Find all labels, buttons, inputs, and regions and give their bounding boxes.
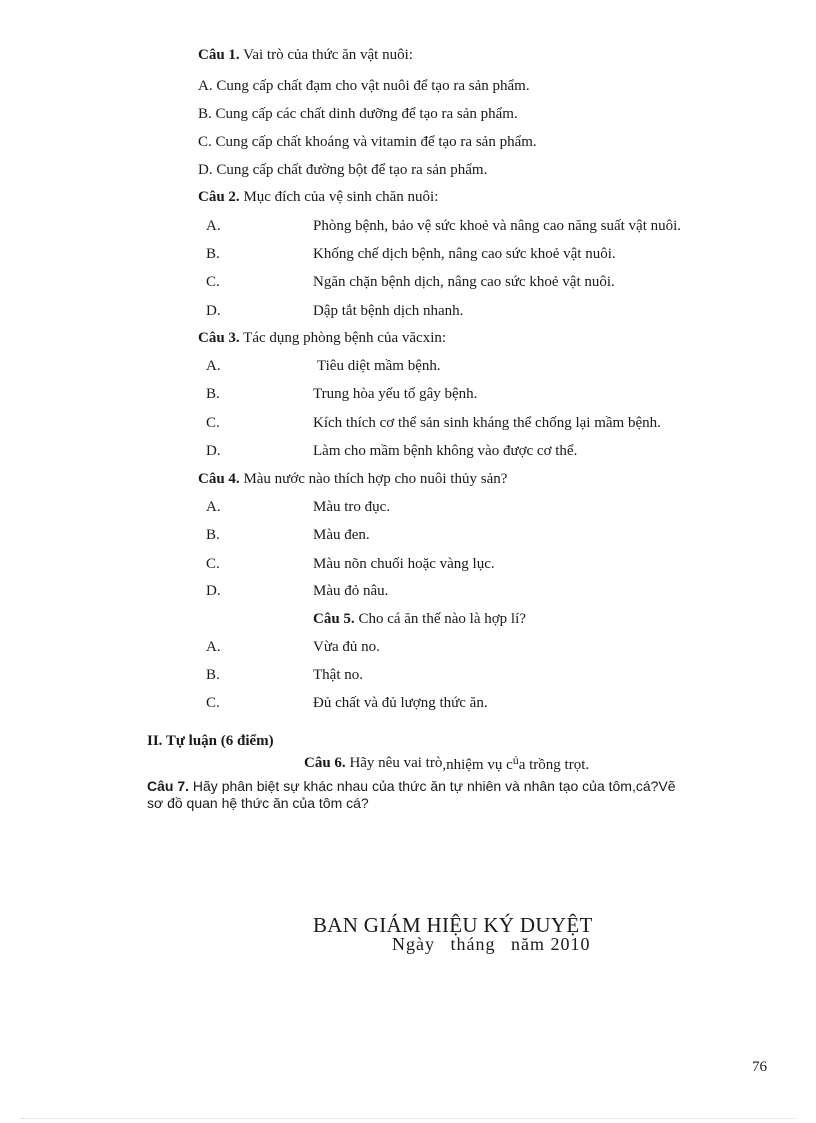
q5-option-a-letter: A. [206, 639, 221, 655]
q4-option-b-text: Màu đen. [313, 527, 370, 543]
q2-option-c-text: Ngăn chặn bệnh dịch, nâng cao sức khoẻ vật nuôi. [313, 274, 615, 290]
page-number: 76 [752, 1059, 767, 1075]
question-1-number: Câu 1. [198, 47, 240, 63]
question-6-number: Câu 6. [304, 755, 346, 771]
q2-option-a-text: Phòng bệnh, bảo vệ sức khoẻ và nâng cao năng suất vật nuôi. [313, 218, 682, 234]
question-1-text: Vai trò của thức ăn vật nuôi: [243, 47, 413, 63]
approval-date [392, 934, 601, 955]
question-6 [304, 754, 589, 772]
question-6-text-a: Hãy nêu vai trò [349, 755, 443, 771]
question-2 [198, 188, 438, 206]
question-4-number: Câu 4. [198, 471, 240, 487]
question-2-number: Câu 2. [198, 189, 240, 205]
question-7-line-2: sơ đồ quan hệ thức ăn của tôm cá? [147, 795, 369, 811]
q2-option-d-text: Dập tắt bệnh dịch nhanh. [313, 303, 464, 319]
question-7-text-line-1: Hãy phân biệt sự khác nhau của thức ăn tự nhiên và nhân tạo của tôm,cá?Vẽ [192, 778, 676, 794]
question-3-number: Câu 3. [198, 330, 240, 346]
q2-option-b-text: Khống chế dịch bệnh, nâng cao sức khoẻ vật nuôi. [313, 246, 616, 262]
q1-option-a: A. Cung cấp chất đạm cho vật nuôi để tạo ra sản phẩm. [198, 78, 530, 94]
question-3-text: Tác dụng phòng bệnh của văcxin: [243, 330, 447, 346]
q4-option-b-letter: B. [206, 527, 220, 543]
q3-option-a-text: Tiêu diệt mầm bệnh. [317, 358, 441, 374]
q4-option-c-letter: C. [206, 556, 220, 572]
question-3 [198, 329, 446, 347]
q4-option-a-text: Màu tro đục. [313, 499, 391, 515]
question-6-text-c: ủ [512, 753, 519, 767]
bottom-divider [20, 1118, 796, 1119]
q1-option-d: D. Cung cấp chất đường bột để tạo ra sản phẩm. [198, 162, 488, 178]
section-2-title: II. Tự luận (6 điểm) [147, 733, 274, 749]
q4-option-c-text: Màu nõn chuối hoặc vàng lục. [313, 556, 495, 572]
q2-option-d-letter: D. [206, 303, 221, 319]
approval-date-month: tháng [450, 934, 496, 954]
question-5-number: Câu 5. [313, 611, 355, 627]
q3-option-b-text: Trung hòa yếu tố gây bệnh. [313, 386, 478, 402]
q3-option-b-letter: B. [206, 386, 220, 402]
q4-option-d-letter: D. [206, 583, 221, 599]
question-5-text: Cho cá ăn thế nào là hợp lí? [358, 611, 526, 627]
q4-option-d-text: Màu đỏ nâu. [313, 583, 389, 599]
q1-option-b: B. Cung cấp các chất dinh dưỡng để tạo ra sản phẩm. [198, 106, 518, 122]
question-4-text: Màu nước nào thích hợp cho nuôi thủy sản? [243, 471, 508, 487]
q1-option-c: C. Cung cấp chất khoáng và vitamin để tạo ra sản phẩm. [198, 134, 537, 150]
q5-option-b-text: Thật no. [313, 667, 363, 683]
q3-option-a-letter: A. [206, 358, 221, 374]
q5-option-b-letter: B. [206, 667, 220, 683]
q2-option-b-letter: B. [206, 246, 220, 262]
approval-date-day: Ngày [392, 934, 435, 954]
question-6-text-d: a trồng trọt. [518, 757, 590, 773]
question-7-number: Câu 7. [147, 778, 190, 794]
q3-option-d-text: Làm cho mầm bệnh không vào được cơ thể. [313, 443, 578, 459]
q5-option-a-text: Vừa đủ no. [313, 639, 380, 655]
question-2-text: Mục đích của vệ sinh chăn nuôi: [243, 189, 439, 205]
q2-option-c-letter: C. [206, 274, 220, 290]
q3-option-c-letter: C. [206, 415, 220, 431]
q3-option-d-letter: D. [206, 443, 221, 459]
q5-option-c-letter: C. [206, 695, 220, 711]
approval-date-year: năm 2010 [511, 934, 591, 954]
q2-option-a-letter: A. [206, 218, 221, 234]
question-5 [313, 610, 526, 628]
q5-option-c-text: Đủ chất và đủ lượng thức ăn. [313, 695, 488, 711]
approval-title: BAN GIÁM HIỆU KÝ DUYỆT [313, 913, 593, 937]
q3-option-c-text: Kích thích cơ thể sản sinh kháng thể chống lại mầm bệnh. [313, 415, 661, 431]
question-6-text-b: ,nhiệm vụ c [442, 757, 513, 773]
q4-option-a-letter: A. [206, 499, 221, 515]
question-4 [198, 470, 507, 488]
question-7-line-1 [147, 777, 676, 795]
question-1 [198, 46, 413, 64]
